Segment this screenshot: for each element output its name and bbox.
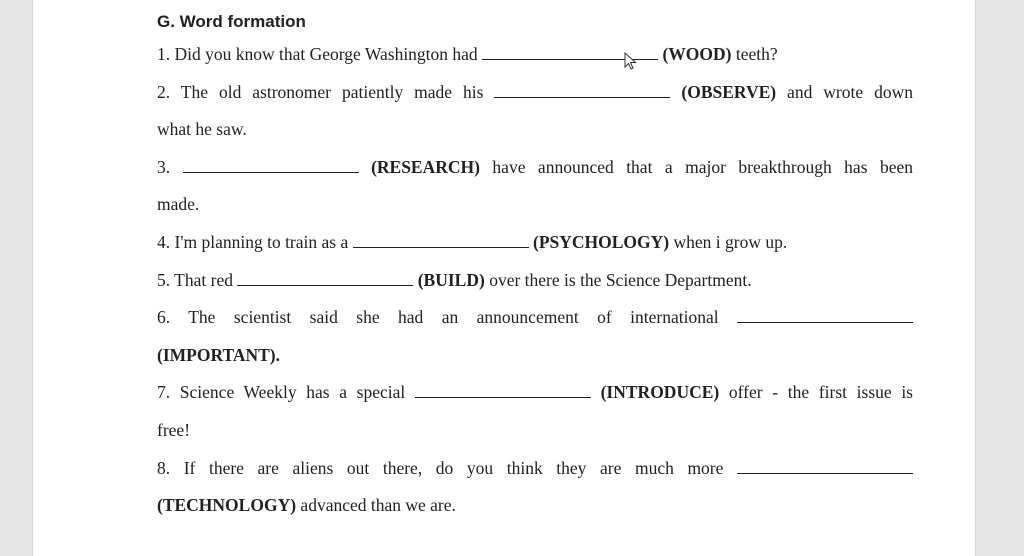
item-2-blank[interactable] xyxy=(494,97,670,98)
exercise-item-3 xyxy=(157,149,913,187)
exercise-item-7 xyxy=(157,374,913,412)
item-7-text-after: offer - the first issue is xyxy=(719,382,913,403)
exercise-item-6 xyxy=(157,299,913,337)
exercise-item-8-continuation xyxy=(157,487,913,525)
section-title: G. Word formation xyxy=(157,12,306,31)
item-5-blank[interactable] xyxy=(237,285,413,286)
item-2-text-after: and wrote down xyxy=(776,81,913,102)
item-4-text-after: when i grow up. xyxy=(669,231,788,252)
item-7-keyword: (INTRODUCE) xyxy=(600,382,720,403)
exercise-item-1 xyxy=(157,36,913,74)
exercise-item-6-continuation xyxy=(157,337,913,375)
exercise-item-8 xyxy=(157,450,913,488)
item-2-text-before: 2. The old astronomer patiently made his xyxy=(157,81,495,102)
exercise-item-2-continuation: what he saw. xyxy=(157,119,247,140)
item-8-blank[interactable] xyxy=(737,473,913,474)
item-8-text-after: advanced than we are. xyxy=(296,495,456,516)
exercise-item-2 xyxy=(157,74,913,112)
item-5-text-before: 5. That red xyxy=(157,269,238,290)
item-1-keyword: (WOOD) xyxy=(662,44,732,64)
item-6-blank[interactable] xyxy=(737,322,913,323)
item-3-text-before: 3. xyxy=(157,156,183,177)
item-4-text-before: 4. I'm planning to train as a xyxy=(157,231,353,252)
item-4-blank[interactable] xyxy=(353,247,529,248)
item-4-keyword: (PSYCHOLOGY) xyxy=(533,231,670,252)
item-3-blank[interactable] xyxy=(183,172,359,173)
mouse-pointer-icon xyxy=(624,52,638,70)
exercise-content xyxy=(157,8,913,525)
item-2-keyword: (OBSERVE) xyxy=(681,81,777,102)
item-8-keyword: (TECHNOLOGY) xyxy=(157,495,297,516)
item-7-blank[interactable] xyxy=(415,397,591,398)
item-6-text-after: . xyxy=(275,344,281,365)
item-1-text-before: 1. Did you know that George Washington had xyxy=(157,44,483,64)
item-1-text-after: teeth? xyxy=(731,44,778,64)
item-3-text-after: have announced that a major breakthrough has been xyxy=(479,156,913,177)
item-6-text-before: 6. The scientist said she had an announcement of international xyxy=(157,307,737,328)
exercise-item-3-continuation: made. xyxy=(157,194,200,215)
exercise-item-7-continuation: free! xyxy=(157,419,191,440)
item-5-keyword: (BUILD) xyxy=(417,269,485,290)
item-7-text-before: 7. Science Weekly has a special xyxy=(157,382,415,403)
item-5-text-after: over there is the Science Department. xyxy=(484,269,752,290)
exercise-item-5 xyxy=(157,262,913,300)
exercise-item-4 xyxy=(157,224,913,262)
item-8-text-before: 8. If there are aliens out there, do you think they are much more xyxy=(157,457,737,478)
item-3-keyword: (RESEARCH) xyxy=(371,156,480,177)
item-6-keyword: (IMPORTANT) xyxy=(157,344,276,365)
document-page xyxy=(32,0,976,556)
